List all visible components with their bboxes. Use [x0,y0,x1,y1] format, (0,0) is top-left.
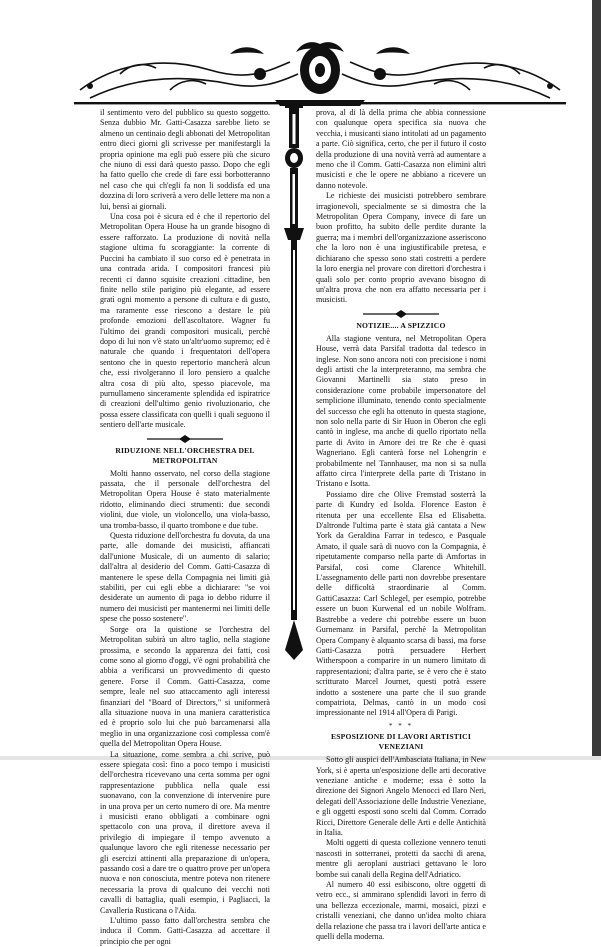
divider-ornament [145,435,225,443]
gutter-ornament [281,100,307,660]
paragraph: Le richieste dei musicisti potrebbero sembrare irragionevoli, specialmente se si dimostra che la Metropolitan Opera Company, invece di fare un buon profitto, ha subito delle perdite durante la guerra; ma i membri dell'organizzazione asseriscono che la loro non è una ingiustificabile pretesa, e dichiarano che spesso sono stati costretti a perdere la loro energia nel provare con direttori d'orchestra i quali solo per conto proprio avevano bisogno di un'altra prova che non era affatto necessaria per i musicisti. [316,191,486,305]
section-heading: ESPOSIZIONE DI LAVORI ARTISTICI VENEZIANI [330,732,472,752]
section-heading: NOTIZIE.... A SPIZZICO [356,320,446,330]
paragraph: Al numero 40 essi esibiscono, oltre oggetti di vetro ecc., si ammirano splendidi lavori in ferro di una bellezza eccezionale, marmi, mosaici, pizzi e cristalli veneziani, che danno un'idea molto chiara della relazione che passa tra i lavori dell'arte antica e quelli della moderna. [316,880,486,942]
scan-edge-bottom [0,756,601,760]
divider-ornament [361,310,441,318]
paragraph: prova, al di là della prima che abbia connessione con qualunque opera specifica sia nuova che vecchia, i musicanti siano intitolati ad un pagamento a parte. Ciò significa, certo, che per il futuro il costo della produzione di una novità verrà ad aumentare a meno che il Comm. Gatti-Casazza non elimini altri musicisti e che le opere ne abbiano a ricevere un danno notevole. [316,108,486,190]
paragraph: Molti oggetti di questa collezione vennero tenuti nascosti in sotterranei, protetti da sacchi di arena, mentre gli aeroplani austriaci gettavano le loro bombe sui canali della Regina dell'Adriatico. [316,838,486,879]
paragraph: Molti hanno osservato, nel corso della stagione passata, che il personale dell'orchestra del Metropolitan Opera House è stato materialmente ridotto, eliminando dieci strumenti: due secondi violini, due viole, un violoncello, una viola-basso, una tromba-basso, il quarto trombone e due tube. [100,468,270,530]
paragraph: Una cosa poi è sicura ed è che il repertorio del Metropolitan Opera House ha un grande bisogno di essere rafforzato. La produzione di novità nella stagione ultima fu scoraggiante: la corrente di Puccini ha cambiato il suo corso ed è penetrata in una contrada arida. I compositori francesi più recenti ci danno squisite creazioni cittadine, ben finite nello stile parigino più elegante, ad essere gratì ogni momento a persone di cultura e di gusto, ma raramente esse riescono a destare le più profonde emozioni dell'ascoltatore. Wagner fu l'ultimo dei grandi compositori musicali, perchè dopo di lui non v'è stato un'altr'uomo supremo; ed è naturale che quando i frequentatori dell'opera sentono che in questo repertorio mancherà alcun che, essi rivolgeranno il loro pensiero a qualche altra cosa di più alto, spesso piacevole, ma purnullameno sinceramente splendida ed ispiratrice di creazioni dell'ultimo genio rivoluzionario, che possa essere classificata con quelli i quali seguono il sentiero dell'arte musicale. [100,212,270,430]
paragraph: Sorge ora la quistione se l'orchestra del Metropolitan subirà un altro taglio, nella stagione prossima, e secondo la apparenza dei fatti, così come sono al giorno d'oggi, v'è ogni probabilità che abbia a verificarsi un provvedimento di questo genere. Forse il Comm. Gatti-Casazza, come sempre, leale nel suo attaccamento agli interessi finanziari del "Board of Directors," si uniformerà alla situazione nuova in una maniera caratteristica ed è proprio solo lui che può barcamenarsi alla meglio in una organizzazione così complessa com'è quella del Metropolitan Opera House. [100,624,270,749]
right-column [316,108,486,942]
paragraph: L'ultimo passo fatto dall'orchestra sembra che induca il Comm. Gatti-Casazza ad accettare il principio che per ogni [100,916,270,946]
paragraph: Questa riduzione dell'orchestra fu dovuta, da una parte, alle domande dei musicisti, affiancati dall'unione Musicale, di un aumento di salario; dall'altra al desiderio del Comm. Gatti-Casazza di mantenere le spese della Compagnia nei limiti già stabiliti, per cui egli ebbe a dichiarare: "se voi desiderate un aumento di paga io debbo ridurre il numero dei musicisti per mantenermi nei limiti delle spese che posso sostenere". [100,531,270,624]
left-column [100,108,270,947]
section-separator: * * * [389,721,413,730]
section-heading: RIDUZIONE NELL'ORCHESTRA DEL METROPOLITAN [115,445,255,465]
scan-edge [592,0,601,760]
paragraph: La situazione, come sembra a chi scrive, può essere spiegata così: fino a poco tempo i musicisti dell'orchestra ricevevano una certa somma per ogni rappresentazione pubblica nella quale essi suonavano, con la convenzione di intervenire pure in una prova per un certo numero di ore. Ma mentre i musicisti erano obbligati a combinare ogni spettacolo con una prova, il direttore aveva il privilegio di impiegare il tempo avvenuto a qualunque lavoro che egli ritenesse necessario per gli esercizi attinenti alla preparazione di un'opera, passando così a dare tre o quattro prove per un'opera nuova e non conosciuta, mentre poteva non ritenere necessaria la prova di qualcuno dei vecchi noti cavalli di battaglia, quali esempio, i Pagliacci, la Cavalleria Rusticana o l'Aida. [100,749,270,915]
paragraph: Alla stagione ventura, nel Metropolitan Opera House, verrà data Parsifal tradotta dal tedesco in inglese. Non sono ancora noti con precisione i nomi degli artisti che la interpreteranno, ma sembra che Giovanni Martinelli sia stato preso in considerazione come probabile impersonatore del semplicione illuminato, tenendo conto specialmente del successo che egli ha ottenuto in questa stagione, non solo nella parte di Sir Huon in Oberon che egli cantò in inglese, ma anche di quello riportato nella parte di Avito in Amore dei tre Re che è quasi Wagneriano. Egli canterà forse nel Lohengrin e probabilmente nel Tannhauser, ma non si sa nulla affatto circa l'interprete della parte di Tristano in Tristano e Isotta. [316,333,486,489]
paragraph: il sentimento vero del pubblico su questo soggetto. Senza dubbio Mr. Gatti-Casazza sarebbe lieto se almeno un centinaio degli abbonati del Metropolitan entro dieci giorni gli scrivesse per manifestargli la propria opinione ma egli può essere più che sicuro che niuno di essi darà questo passo. Dopo che egli ha fatto quello che crede di fare essi borbotteranno nel caso che qui ch'egli fa non li soddisfa ed una dozzina di loro scriverà a vero delle lettere ma non a lui, bensì ai giornali. [100,108,270,211]
paragraph: Possiamo dire che Olive Fremstad sosterrà la parte di Kundry ed Isolda. Florence Easton è ritenuta per una eccellente Elsa ed Elisabetta. D'altronde l'ultima parte è stata già cantata a New York da Geraldina Farrar in tedesco, e Pasquale Amato, il quale sarà di nuovo con la Compagnia, è ripetutamente comparso nella parte di Amfortas in Parsifal, così come Clarence Whitehill. L'assegnamento delle parti non dovrebbe presentare delle difficoltà straordinarie al Comm. GattiCasazza: Carl Schlegel, per esempio, potrebbe essere un buon Kurwenal ed un nobile Wolfram. Bastrebbe a vedere chi potrebbe essere un buon Gurnemanz in Parsifal, perchè la Metropolitan Opera Company è alquanto scarsa di bassi, ma forse Gatti-Casazza potrà persuadere Herbert Witherspoon a comparire in un numero limitato di rappresentazioni; d'altra parte, se è vero che è stato scritturato Marcel Journet, questi potrà essere indotto a sostenere una parte che il suo grande compatriota, Delmas, cantò in un modo così impressionante nel 1914 all'Opera di Parigi. [316,489,486,718]
header-ornament [60,40,580,108]
paragraph: Sotto gli auspici dell'Ambasciata Italiana, in New York, si è aperta un'esposizione delle arti decorative veneziane antiche e moderne; essa è sotto la direzione dei Signori Angelo Menocci ed Ilaro Neri, delegati dell'Associazione delle Industrie Veneziane, e gli oggetti esposti sono scelti dal Comm. Corrado Ricci, Direttore Generale delle Arti e delle Antichità in Italia. [316,755,486,837]
